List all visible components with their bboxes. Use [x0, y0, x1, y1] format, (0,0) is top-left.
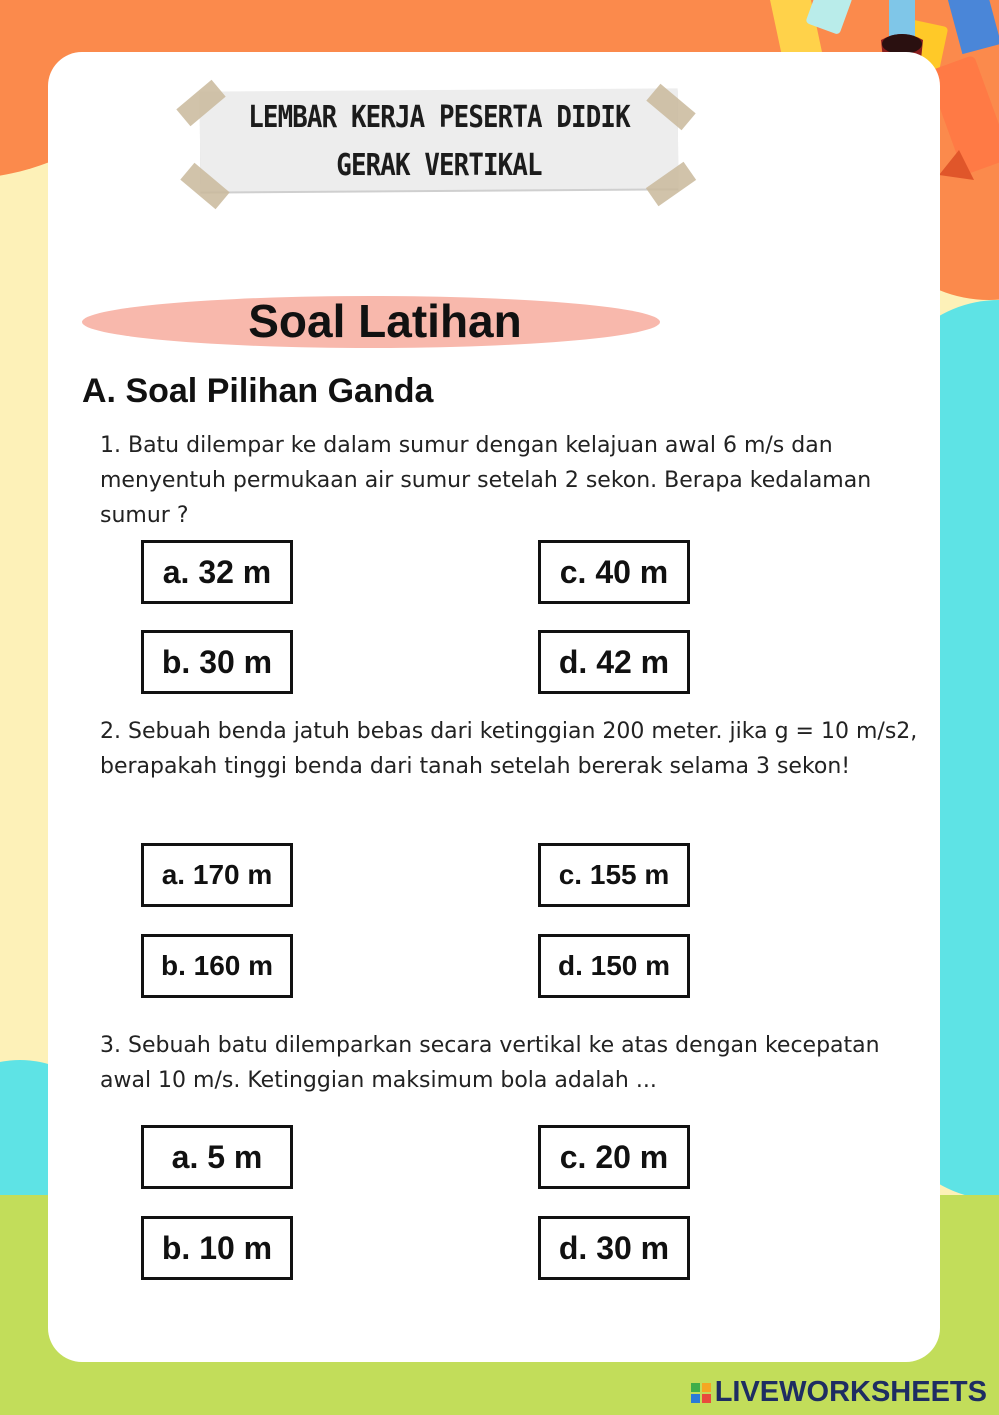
marker-icon	[947, 0, 999, 54]
worksheet-subtitle: GERAK VERTIKAL	[336, 148, 542, 183]
q3-option-d[interactable]: d. 30 m	[538, 1216, 690, 1280]
question-2-text: 2. Sebuah benda jatuh bebas dari ketinggian 200 meter. jika g = 10 m/s2, berapakah tinggi benda dari tanah setelah bererak selama 3 sekon!	[100, 719, 918, 779]
q1-option-d[interactable]: d. 42 m	[538, 630, 690, 694]
question-3-text: 3. Sebuah batu dilemparkan secara vertikal ke atas dengan kecepatan awal 10 m/s. Ketinggian maksimum bola adalah ...	[100, 1033, 880, 1093]
q2-option-c[interactable]: c. 155 m	[538, 843, 690, 907]
q1-option-c[interactable]: c. 40 m	[538, 540, 690, 604]
liveworksheets-logo	[691, 1376, 987, 1409]
question-1-text: 1. Batu dilempar ke dalam sumur dengan kelajuan awal 6 m/s dan menyentuh permukaan air sumur setelah 2 sekon. Berapa kedalaman sumur ?	[100, 433, 872, 528]
q1-option-b[interactable]: b. 30 m	[141, 630, 293, 694]
q2-option-a[interactable]: a. 170 m	[141, 843, 293, 907]
q2-option-b[interactable]: b. 160 m	[141, 934, 293, 998]
q2-option-d[interactable]: d. 150 m	[538, 934, 690, 998]
q3-option-c[interactable]: c. 20 m	[538, 1125, 690, 1189]
liveworksheets-icon	[691, 1383, 711, 1403]
exercise-title: Soal Latihan	[248, 295, 522, 347]
q1-option-a[interactable]: a. 32 m	[141, 540, 293, 604]
q3-option-a[interactable]: a. 5 m	[141, 1125, 293, 1189]
worksheet-title: LEMBAR KERJA PESERTA DIDIK	[248, 100, 630, 135]
q3-option-b[interactable]: b. 10 m	[141, 1216, 293, 1280]
section-title: A. Soal Pilihan Ganda	[82, 372, 434, 410]
liveworksheets-brand: LIVEWORKSHEETS	[714, 1376, 987, 1408]
